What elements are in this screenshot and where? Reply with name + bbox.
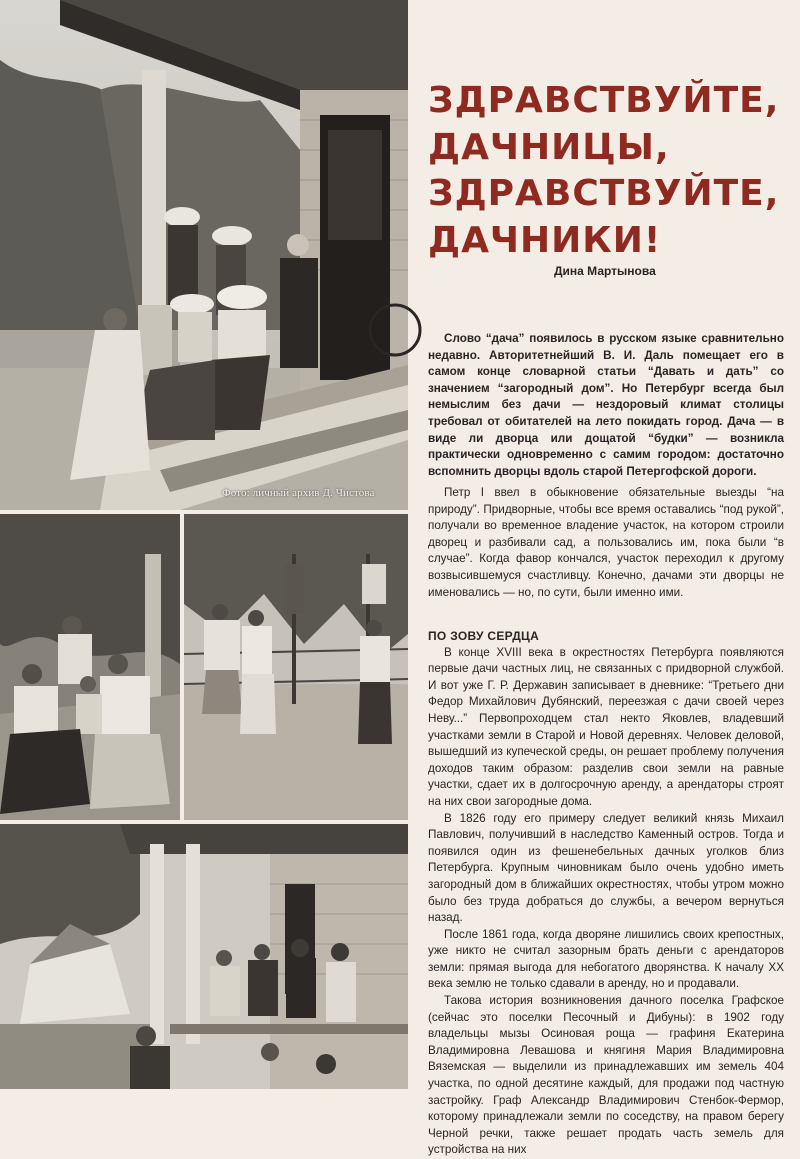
photo-house-people <box>0 824 408 1089</box>
paragraph: Петр I ввел в обыкновение обязательные выезды “на природу”. Придворные, чтобы все время оставались “под рукой”, получали во временное владение участок, на котором строили дворец и разбивали сад, а пользовались им, пока были “в случае”. Когда фавор кончался, участок переходил к другому возвысившемуся счастливцу. Конечно, дачами эти дворцы не именовались — но, по сути, были именно ими. <box>428 486 784 599</box>
paragraph: После 1861 года, когда дворяне лишились своих крепостных, уже никто не считал зазорным брать деньги с арендаторов земли: прямая выгода для небогатого дворянства. К началу XX века землю не только сдавали в аренду, но и продавали. <box>428 927 784 991</box>
section-heading: ПО ЗОВУ СЕРДЦА <box>428 629 540 643</box>
photo-porch-women <box>0 0 408 510</box>
title-line: ДАЧНИЦЫ, <box>428 126 670 168</box>
lead-text: Слово “дача” появилось в русском языке сравнительно недавно. Авторитетнейший В. И. Даль помещает его в самом конце словарной статьи “Давать и дать” со значением “загородный дом”. Но Петербург всегда был немыслим без дачи — нездоровый климат столицы требовал от обитателей на лето покидать город. Дача — в виде ли дворца или дощатой “будки” — возникла практически одновременно с самим городом: достаточно вспомнить дворцы вдоль старой Петергофской дороги. <box>428 332 784 478</box>
photo-caption: Фото: личный архив Д. Чистова <box>222 487 375 499</box>
paragraph: В конце XVIII века в окрестностях Петербурга появляются первые дачи частных лиц, не связанных с придворной службой. И вот уже Г. Р. Державин записывает в дневнике: “Третьего дни Федор Михайлович Дубянский, переезжая с дачи своей через Неву...” Первопроходцем стал некто Яковлев, владевший участками земли в Старой и Новой деревнях. Человек деловой, вышедший из купеческой среды, он решает проблему получения доходов таким образом: разделив свои земли на равные участки, сдает их в долгосрочную аренду, а арендаторы строят на них свои загородные дома. <box>428 645 784 808</box>
article-title <box>428 78 798 264</box>
photo-yard-swing <box>184 514 408 820</box>
photo-garden-group <box>0 514 180 820</box>
paragraph: В 1826 году его примеру следует великий князь Михаил Павлович, получивший в наследство Каменный остров. Тогда и появился один из фешенебельных дачных уголков близ Петербурга. Крупным чиновникам было очень удобно иметь загородный дом в ближайших окрестностях, чтобы утром можно было без труда добраться до службы, а вечером вернуться назад. <box>428 811 784 925</box>
lead-paragraph <box>428 331 784 480</box>
title-line: ЗДРАВСТВУЙТЕ, <box>428 80 780 121</box>
body-text-block-2 <box>428 628 784 1157</box>
body-text-block-1 <box>428 485 784 601</box>
title-line: ЗДРАВСТВУЙТЕ, <box>428 173 780 214</box>
title-line: ДАЧНИКИ! <box>428 219 662 261</box>
paragraph: Такова история возникновения дачного поселка Графское (сейчас это поселки Песочный и Дибуны): в 1902 году владельцы мызы Осиновая роща — графиня Екатерина Владимировна Левашова и княгиня Мария Владимировна Вяземская — выделили из принадлежавших им земель 404 участка, по одной десятине каждый, для продажи под частную застройку. Граф Александр Владимирович Стенбок-Фермор, которому принадлежали земли по соседству, на правом берегу Черной речки, также решает продать часть земель для устройства на них <box>428 994 784 1157</box>
author-name: Дина Мартынова <box>554 264 656 278</box>
